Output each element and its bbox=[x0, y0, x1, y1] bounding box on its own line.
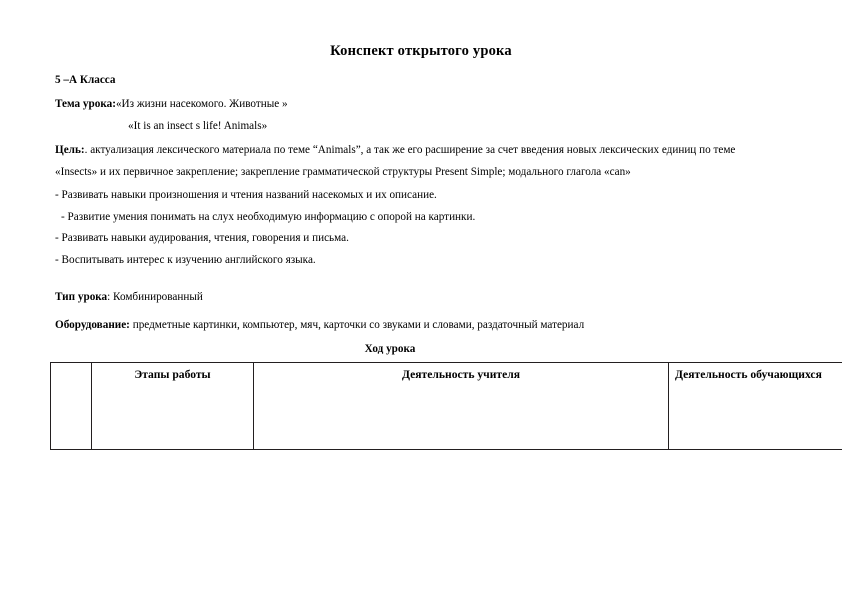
equipment-value: предметные картинки, компьютер, мяч, карточки со звуками и словами, раздаточный материал bbox=[129, 319, 585, 331]
goal-line-2 bbox=[55, 166, 631, 179]
objective-item bbox=[61, 211, 475, 224]
equipment-line bbox=[55, 319, 584, 332]
course-of-lesson-heading: Ход урока bbox=[364, 343, 416, 355]
table-header-stages: Этапы работы bbox=[92, 363, 254, 450]
table-row bbox=[51, 363, 842, 450]
lesson-type-value: : Комбинированный bbox=[107, 291, 203, 303]
objective-item bbox=[55, 254, 316, 267]
table-header-teacher-activity: Деятельность учителя bbox=[254, 363, 669, 450]
objective-text: - Развитие умения понимать на слух необходимую информацию с опорой на картинки. bbox=[61, 211, 476, 223]
lesson-plan-table bbox=[50, 362, 842, 450]
goal-text-1: . актуализация лексического материала по теме “Animals”, а так же его расширение за счет введения новых лексических единиц по теме bbox=[84, 144, 736, 156]
lesson-topic-english bbox=[128, 120, 267, 133]
lesson-type-line bbox=[55, 291, 203, 304]
lesson-topic-label: Тема урока: bbox=[55, 98, 116, 110]
lesson-topic-value: «Из жизни насекомого. Животные » bbox=[115, 98, 288, 110]
goal-line-1 bbox=[55, 144, 735, 157]
lesson-topic-english-value: «It is an insect s life! Animals» bbox=[128, 120, 268, 132]
table-header-number bbox=[51, 363, 92, 450]
goal-label: Цель: bbox=[55, 144, 85, 156]
objective-text: - Воспитывать интерес к изучению английского языка. bbox=[55, 254, 316, 266]
page-title: Конспект открытого урока bbox=[330, 43, 512, 59]
class-label: 5 –А Класса bbox=[55, 74, 116, 86]
objective-text: - Развивать навыки аудирования, чтения, говорения и письма. bbox=[55, 232, 349, 244]
equipment-label: Оборудование: bbox=[55, 319, 130, 331]
objective-item bbox=[55, 232, 349, 245]
lesson-topic-line bbox=[55, 98, 288, 111]
goal-text-2: «Insects» и их первичное закрепление; закрепление грамматической структуры Present Simple; модального глагола «can» bbox=[55, 166, 631, 178]
lesson-type-label: Тип урока bbox=[55, 291, 108, 303]
table-header-student-activity: Деятельность обучающихся bbox=[669, 363, 842, 450]
objective-text: - Развивать навыки произношения и чтения названий насекомых и их описание. bbox=[55, 189, 437, 201]
class-line bbox=[55, 74, 116, 87]
objective-item bbox=[55, 189, 437, 202]
